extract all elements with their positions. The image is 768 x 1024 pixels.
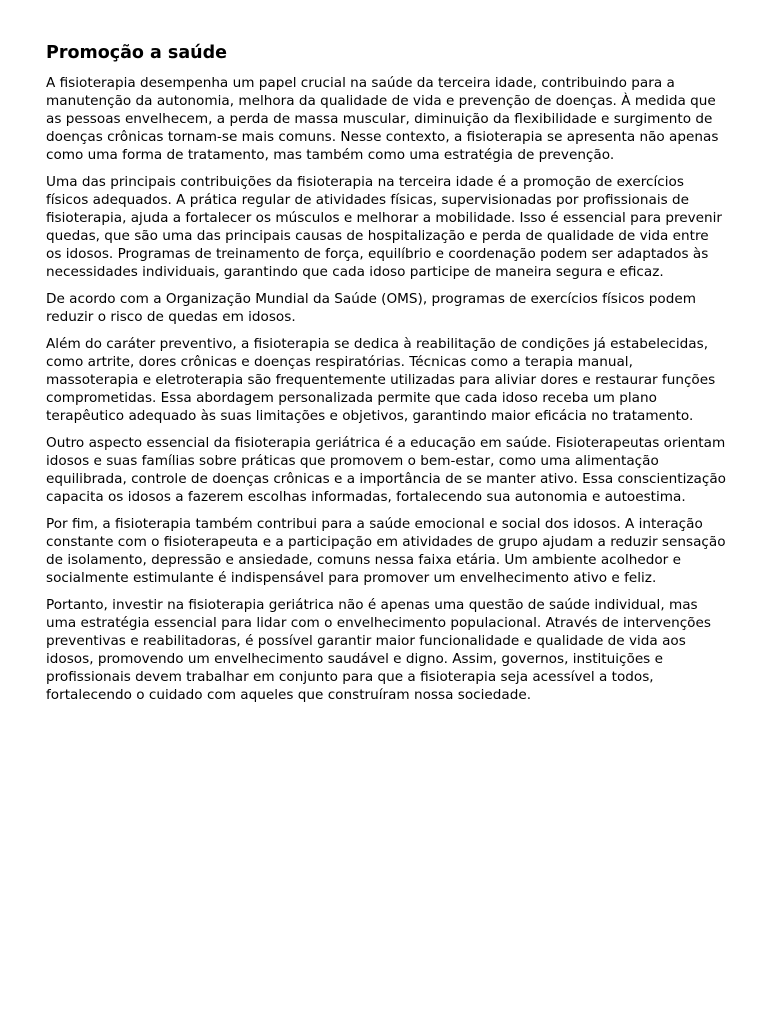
paragraph-education: Outro aspecto essencial da fisioterapia geriátrica é a educação em saúde. Fisioterapeutas orientam idosos e suas famílias sobre práticas que promovem o bem-estar, como uma alimentação equilibrada, controle de doenças crônicas e a importância de se manter ativo. Essa conscientização capacita os idosos a fazerem escolhas informadas, fortalecendo sua autonomia e autoestima. <box>46 435 726 505</box>
paragraph-intro: A fisioterapia desempenha um papel crucial na saúde da terceira idade, contribuindo para a manutenção da autonomia, melhora da qualidade de vida e prevenção de doenças. À medida que as pessoas envelhecem, a perda de massa muscular, diminuição da flexibilidade e surgimento de doenças crônicas tornam-se mais comuns. Nesse contexto, a fisioterapia se apresenta não apenas como uma forma de tratamento, mas também como uma estratégia de prevenção. <box>46 75 719 163</box>
paragraph-rehabilitation: Além do caráter preventivo, a fisioterapia se dedica à reabilitação de condições já estabelecidas, como artrite, dores crônicas e doenças respiratórias. Técnicas como a terapia manual, massoterapia e eletroterapia são frequentemente utilizadas para aliviar dores e restaurar funções comprometidas. Essa abordagem personalizada permite que cada idoso receba um plano terapêutico adequado às suas limitações e objetivos, garantindo maior eficácia no tratamento. <box>46 336 716 424</box>
paragraph-emotional: Por fim, a fisioterapia também contribui para a saúde emocional e social dos idosos. A interação constante com o fisioterapeuta e a participação em atividades de grupo ajudam a reduzir sensação de isolamento, depressão e ansiedade, comuns nessa faixa etária. Um ambiente acolhedor e socialmente estimulante é indispensável para promover um envelhecimento ativo e feliz. <box>46 516 726 586</box>
paragraph-exercise: Uma das principais contribuições da fisioterapia na terceira idade é a promoção de exercícios físicos adequados. A prática regular de atividades físicas, supervisionadas por profissionais de fisioterapia, ajuda a fortalecer os músculos e melhorar a mobilidade. Isso é essencial para prevenir quedas, que são uma das principais causas de hospitalização e perda de qualidade de vida entre os idosos. Programas de treinamento de força, equilíbrio e coordenação podem ser adaptados às necessidades individuais, garantindo que cada idoso participe de maneira segura e eficaz. <box>46 174 723 280</box>
document-title: Promoção a saúde <box>46 43 228 63</box>
paragraph-conclusion: Portanto, investir na fisioterapia geriátrica não é apenas uma questão de saúde individual, mas uma estratégia essencial para lidar com o envelhecimento populacional. Através de intervenções preventivas e reabilitadoras, é possível garantir maior funcionalidade e qualidade de vida aos idosos, promovendo um envelhecimento saudável e digno. Assim, governos, instituições e profissionais devem trabalhar em conjunto para que a fisioterapia seja acessível a todos, fortalecendo o cuidado com aqueles que construíram nossa sociedade. <box>46 597 711 703</box>
paragraph-oms: De acordo com a Organização Mundial da Saúde (OMS), programas de exercícios físicos podem reduzir o risco de quedas em idosos. <box>46 291 696 325</box>
